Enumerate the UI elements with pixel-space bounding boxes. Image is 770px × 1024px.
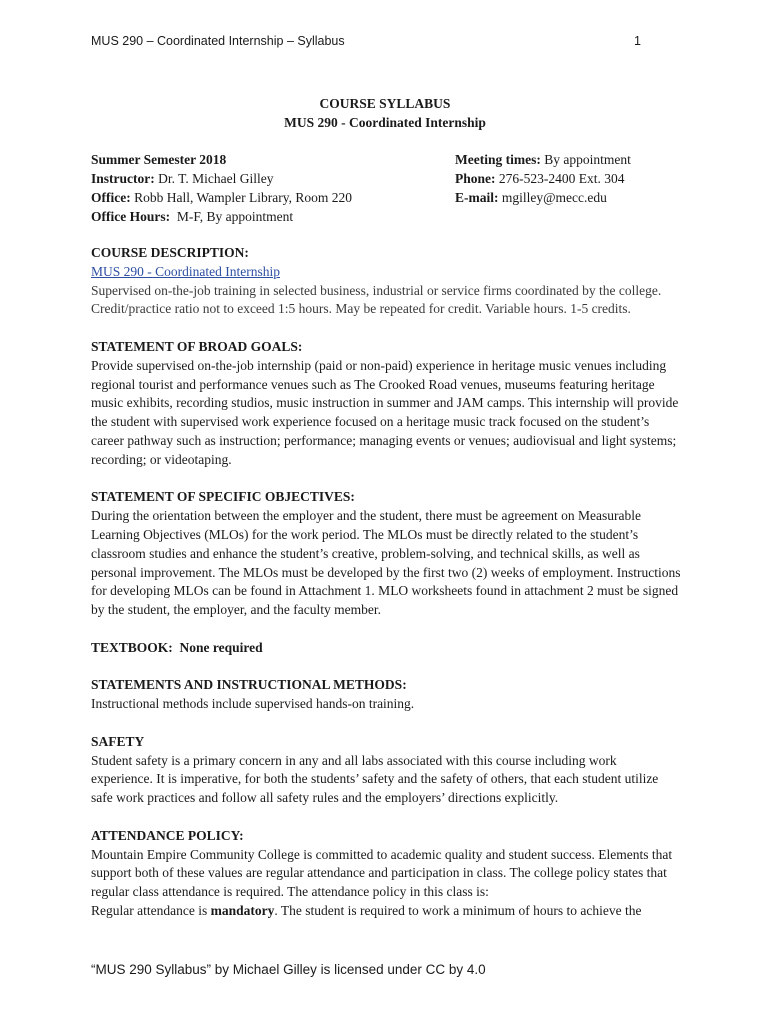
- semester: Summer Semester 2018: [91, 152, 227, 167]
- broad-goals-text: Provide supervised on-the-job internship (paid or non-paid) experience in heritage music venues including regional tourist and performance venues such as The Crooked Road venues, museums featuring heritage music exhibits, recording studios, music instruction in summer and JAM camps. This internship will provide the student with supervised work experience focused on a heritage music track focused on the student’s career pathway such as instruction; performance; managing events or venues; audiovisual and light systems; recording; or videotaping.: [91, 357, 679, 467]
- safety-section: [91, 733, 681, 808]
- email: E-mail: mgilley@mecc.edu: [455, 190, 607, 205]
- phone: Phone: 276-523-2400 Ext. 304: [455, 171, 625, 186]
- safety-heading: SAFETY: [91, 733, 145, 749]
- textbook-section: [91, 639, 681, 658]
- instructor: Instructor: Dr. T. Michael Gilley: [91, 171, 274, 186]
- broad-goals-heading: STATEMENT OF BROAD GOALS:: [91, 338, 303, 354]
- syllabus-body: [91, 244, 681, 939]
- specific-objectives-section: [91, 488, 681, 620]
- office: Office: Robb Hall, Wampler Library, Room 220: [91, 190, 352, 205]
- running-header: [91, 34, 641, 48]
- document-title: [0, 94, 770, 132]
- safety-text: Student safety is a primary concern in any and all labs associated with this course including work experience. It is imperative, for both the students’ safety and the safety of others, that each student utilize safe work practices and follow all safety rules and the employers’ directions explicitly.: [91, 752, 659, 806]
- broad-goals-section: [91, 338, 681, 470]
- course-info-left: [91, 150, 352, 226]
- title-line-1: COURSE SYLLABUS: [319, 96, 451, 111]
- attendance-text: Mountain Empire Community College is committed to academic quality and student success. Elements that support both of these values are regular attendance and participation in class. The college policy states that regular class attendance is required. The attendance policy in this class is:: [91, 846, 673, 900]
- title-line-2: MUS 290 - Coordinated Internship: [284, 115, 486, 130]
- course-catalog-link[interactable]: MUS 290 - Coordinated Internship: [91, 263, 280, 279]
- specific-objectives-text: During the orientation between the employer and the student, there must be agreement on Measurable Learning Objectives (MLOs) for the work period. The MLOs must be directly related to the student’s classroom studies and enhance the student’s creative, problem-solving, and technical skills, as well as personal improvement. The MLOs must be developed by the first two (2) weeks of employment. Instructions for developing MLOs can be found in Attachment 1. MLO worksheets found in attachment 2 must be signed by the student, the employer, and the faculty member.: [91, 508, 681, 618]
- running-title: MUS 290 – Coordinated Internship – Syllabus: [91, 34, 345, 48]
- instructional-methods-text: Instructional methods include supervised hands-on training.: [91, 696, 415, 712]
- course-info: [91, 150, 681, 226]
- meeting-times: Meeting times: By appointment: [455, 152, 631, 167]
- attendance-heading: ATTENDANCE POLICY:: [91, 827, 244, 843]
- instructional-methods-section: [91, 676, 681, 714]
- instructional-methods-heading: STATEMENTS AND INSTRUCTIONAL METHODS:: [91, 677, 407, 693]
- license-footer: “MUS 290 Syllabus” by Michael Gilley is licensed under CC by 4.0: [91, 962, 486, 977]
- course-description-heading: COURSE DESCRIPTION:: [91, 245, 249, 260]
- textbook-heading: TEXTBOOK: None required: [91, 639, 263, 655]
- course-info-right: [455, 150, 681, 226]
- attendance-section: [91, 827, 681, 921]
- office-hours: Office Hours: M-F, By appointment: [91, 209, 294, 224]
- course-description-text: Supervised on-the-job training in selected business, industrial or service firms coordinated by the college. Credit/practice ratio not to exceed 1:5 hours. May be repeated for credit. Variable hours. 1-5 credits.: [91, 282, 662, 317]
- attendance-requirement: Regular attendance is mandatory. The student is required to work a minimum of hours to achieve the: [91, 902, 642, 918]
- course-description-section: [91, 244, 681, 319]
- specific-objectives-heading: STATEMENT OF SPECIFIC OBJECTIVES:: [91, 489, 355, 505]
- page-number: 1: [634, 34, 641, 48]
